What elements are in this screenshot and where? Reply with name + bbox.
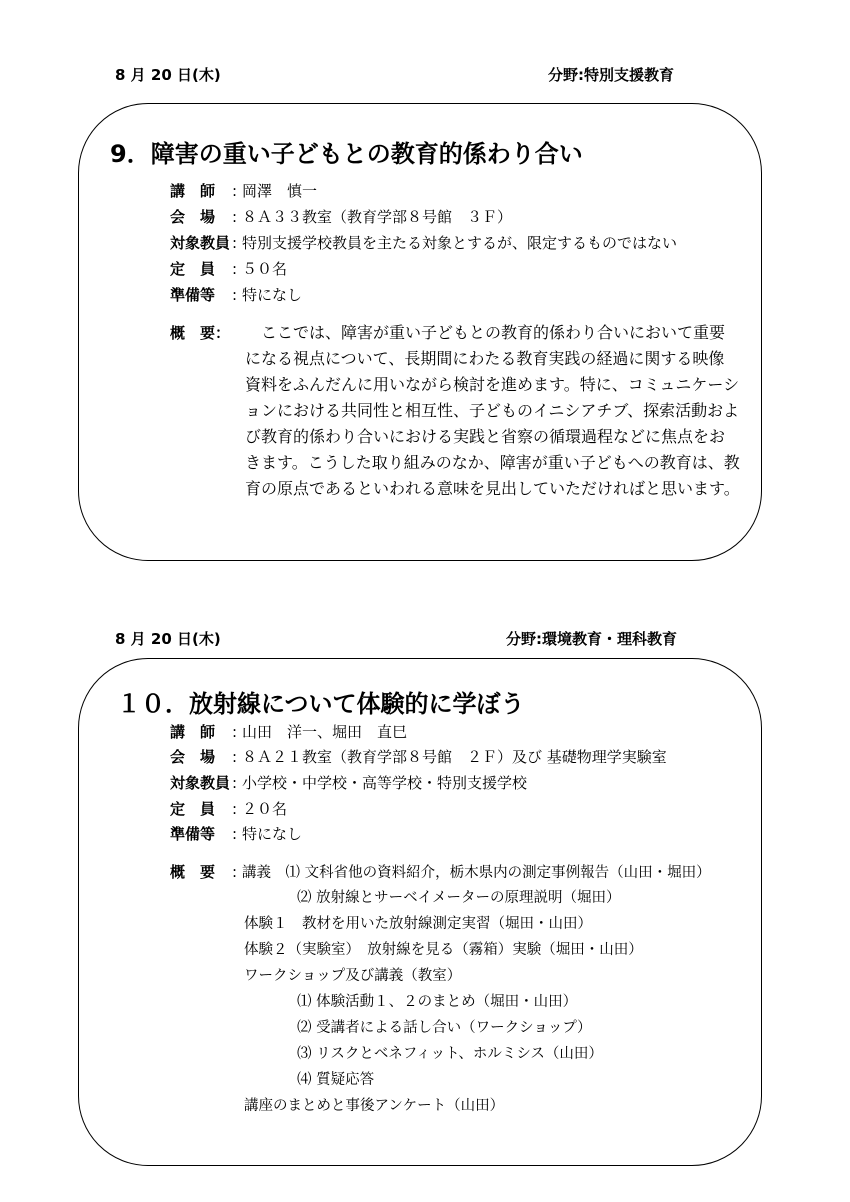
session10-date: 8 月 20 日(木) — [115, 630, 221, 648]
overview-line: 体験２（実験室） 放射線を見る（霧箱）実験（堀田・山田） — [244, 942, 643, 958]
session10-field: 分野:環境教育・理科教育 — [506, 630, 677, 648]
session10-title: １０．放射線について体験的に学ぼう — [117, 690, 525, 718]
row-label: 講 師 — [170, 723, 216, 741]
session10-overview-row: 概 要 : 講義 ⑴ 文科省他の資料紹介，栃木県内の測定事例報告（山田・堀田） — [170, 863, 711, 881]
row-label: 対象教員 — [170, 234, 231, 252]
row-value: 特になし — [242, 286, 303, 304]
session9-capacity-row: 定 員 : ５０名 — [170, 260, 288, 278]
overview-line: ワークショップ及び講義（教室） — [244, 968, 462, 984]
session9-field: 分野:特別支援教育 — [548, 66, 674, 84]
row-label: 定 員 — [170, 260, 216, 278]
overview-line: ⑵ 受講者による話し合い（ワークショップ） — [297, 1020, 592, 1036]
session9-target-row: 対象教員 : 特別支援学校教員を主たる対象とするが、限定するものではない — [170, 234, 678, 252]
overview-line: ⑴ 体験活動１、２のまとめ（堀田・山田） — [297, 994, 578, 1010]
row-label: 対象教員 — [170, 774, 231, 792]
session10-preparation-row: 準備等 : 特になし — [170, 825, 303, 843]
row-value: 小学校・中学校・高等学校・特別支援学校 — [242, 774, 528, 792]
row-label: 準備等 — [170, 825, 216, 843]
session9-instructor-row: 講 師 : 岡澤 慎一 — [170, 182, 318, 200]
session9-venue-row: 会 場 : ８Ａ３３教室（教育学部８号館 ３Ｆ） — [170, 208, 513, 226]
row-value: 特別支援学校教員を主たる対象とするが、限定するものではない — [242, 234, 678, 252]
session10-capacity-row: 定 員 : ２０名 — [170, 800, 288, 818]
overview-line: ⑷ 質疑応答 — [297, 1072, 375, 1088]
row-label: 準備等 — [170, 286, 216, 304]
row-label: 講 師 — [170, 182, 216, 200]
session10-target-row: 対象教員 : 小学校・中学校・高等学校・特別支援学校 — [170, 774, 528, 792]
row-label: 定 員 — [170, 800, 216, 818]
overview-line: 講座のまとめと事後アンケート（山田） — [244, 1098, 505, 1114]
overview-first-line: 講義 ⑴ 文科省他の資料紹介，栃木県内の測定事例報告（山田・堀田） — [242, 865, 711, 881]
session9-date: 8 月 20 日(木) — [115, 66, 221, 84]
session9-overview-label: 概 要： — [170, 324, 231, 342]
row-label: 会 場 — [170, 748, 216, 766]
row-value: ５０名 — [242, 260, 288, 278]
row-label: 会 場 — [170, 208, 216, 226]
session10-venue-row: 会 場 : ８Ａ２１教室（教育学部８号館 ２Ｆ）及び 基礎物理学実験室 — [170, 748, 667, 766]
overview-line: ⑶ リスクとベネフィット、ホルミシス（山田） — [297, 1046, 603, 1062]
row-value: 山田 洋一、堀田 直巳 — [242, 723, 408, 741]
session9-preparation-row: 準備等 : 特になし — [170, 286, 303, 304]
row-value: ２０名 — [242, 800, 288, 818]
row-label: 概 要 — [170, 863, 216, 881]
overview-line: ⑵ 放射線とサーベイメーターの原理説明（堀田） — [297, 890, 621, 906]
session10-instructor-row: 講 師 : 山田 洋一、堀田 直巳 — [170, 723, 408, 741]
overview-line: 体験１ 教材を用いた放射線測定実習（堀田・山田） — [244, 916, 592, 932]
row-value: 岡澤 慎一 — [242, 182, 318, 200]
row-value: 特になし — [242, 825, 303, 843]
row-value: ８Ａ２１教室（教育学部８号館 ２Ｆ）及び 基礎物理学実験室 — [242, 748, 667, 766]
session9-overview-text: ここでは、障害が重い子どもとの教育的係わり合いにおいて重要になる視点について、長期間にわたる教育実践の経過に関する映像資料をふんだんに用いながら検討を進めます。特に、コミュニケーションにおける共同性と相互性、子どものイニシアチブ、探索活動および教育的係わり合いにおける実践と省察の循環過程などに焦点をおきます。こうした取り組みのなか、障害が重い子どもへの教育は、教育の原点であるといわれる意味を見出していただければと思います。 — [245, 323, 740, 498]
row-value: ８Ａ３３教室（教育学部８号館 ３Ｆ） — [242, 208, 513, 226]
session9-title: 9．障害の重い子どもとの教育的係わり合い — [110, 140, 583, 168]
